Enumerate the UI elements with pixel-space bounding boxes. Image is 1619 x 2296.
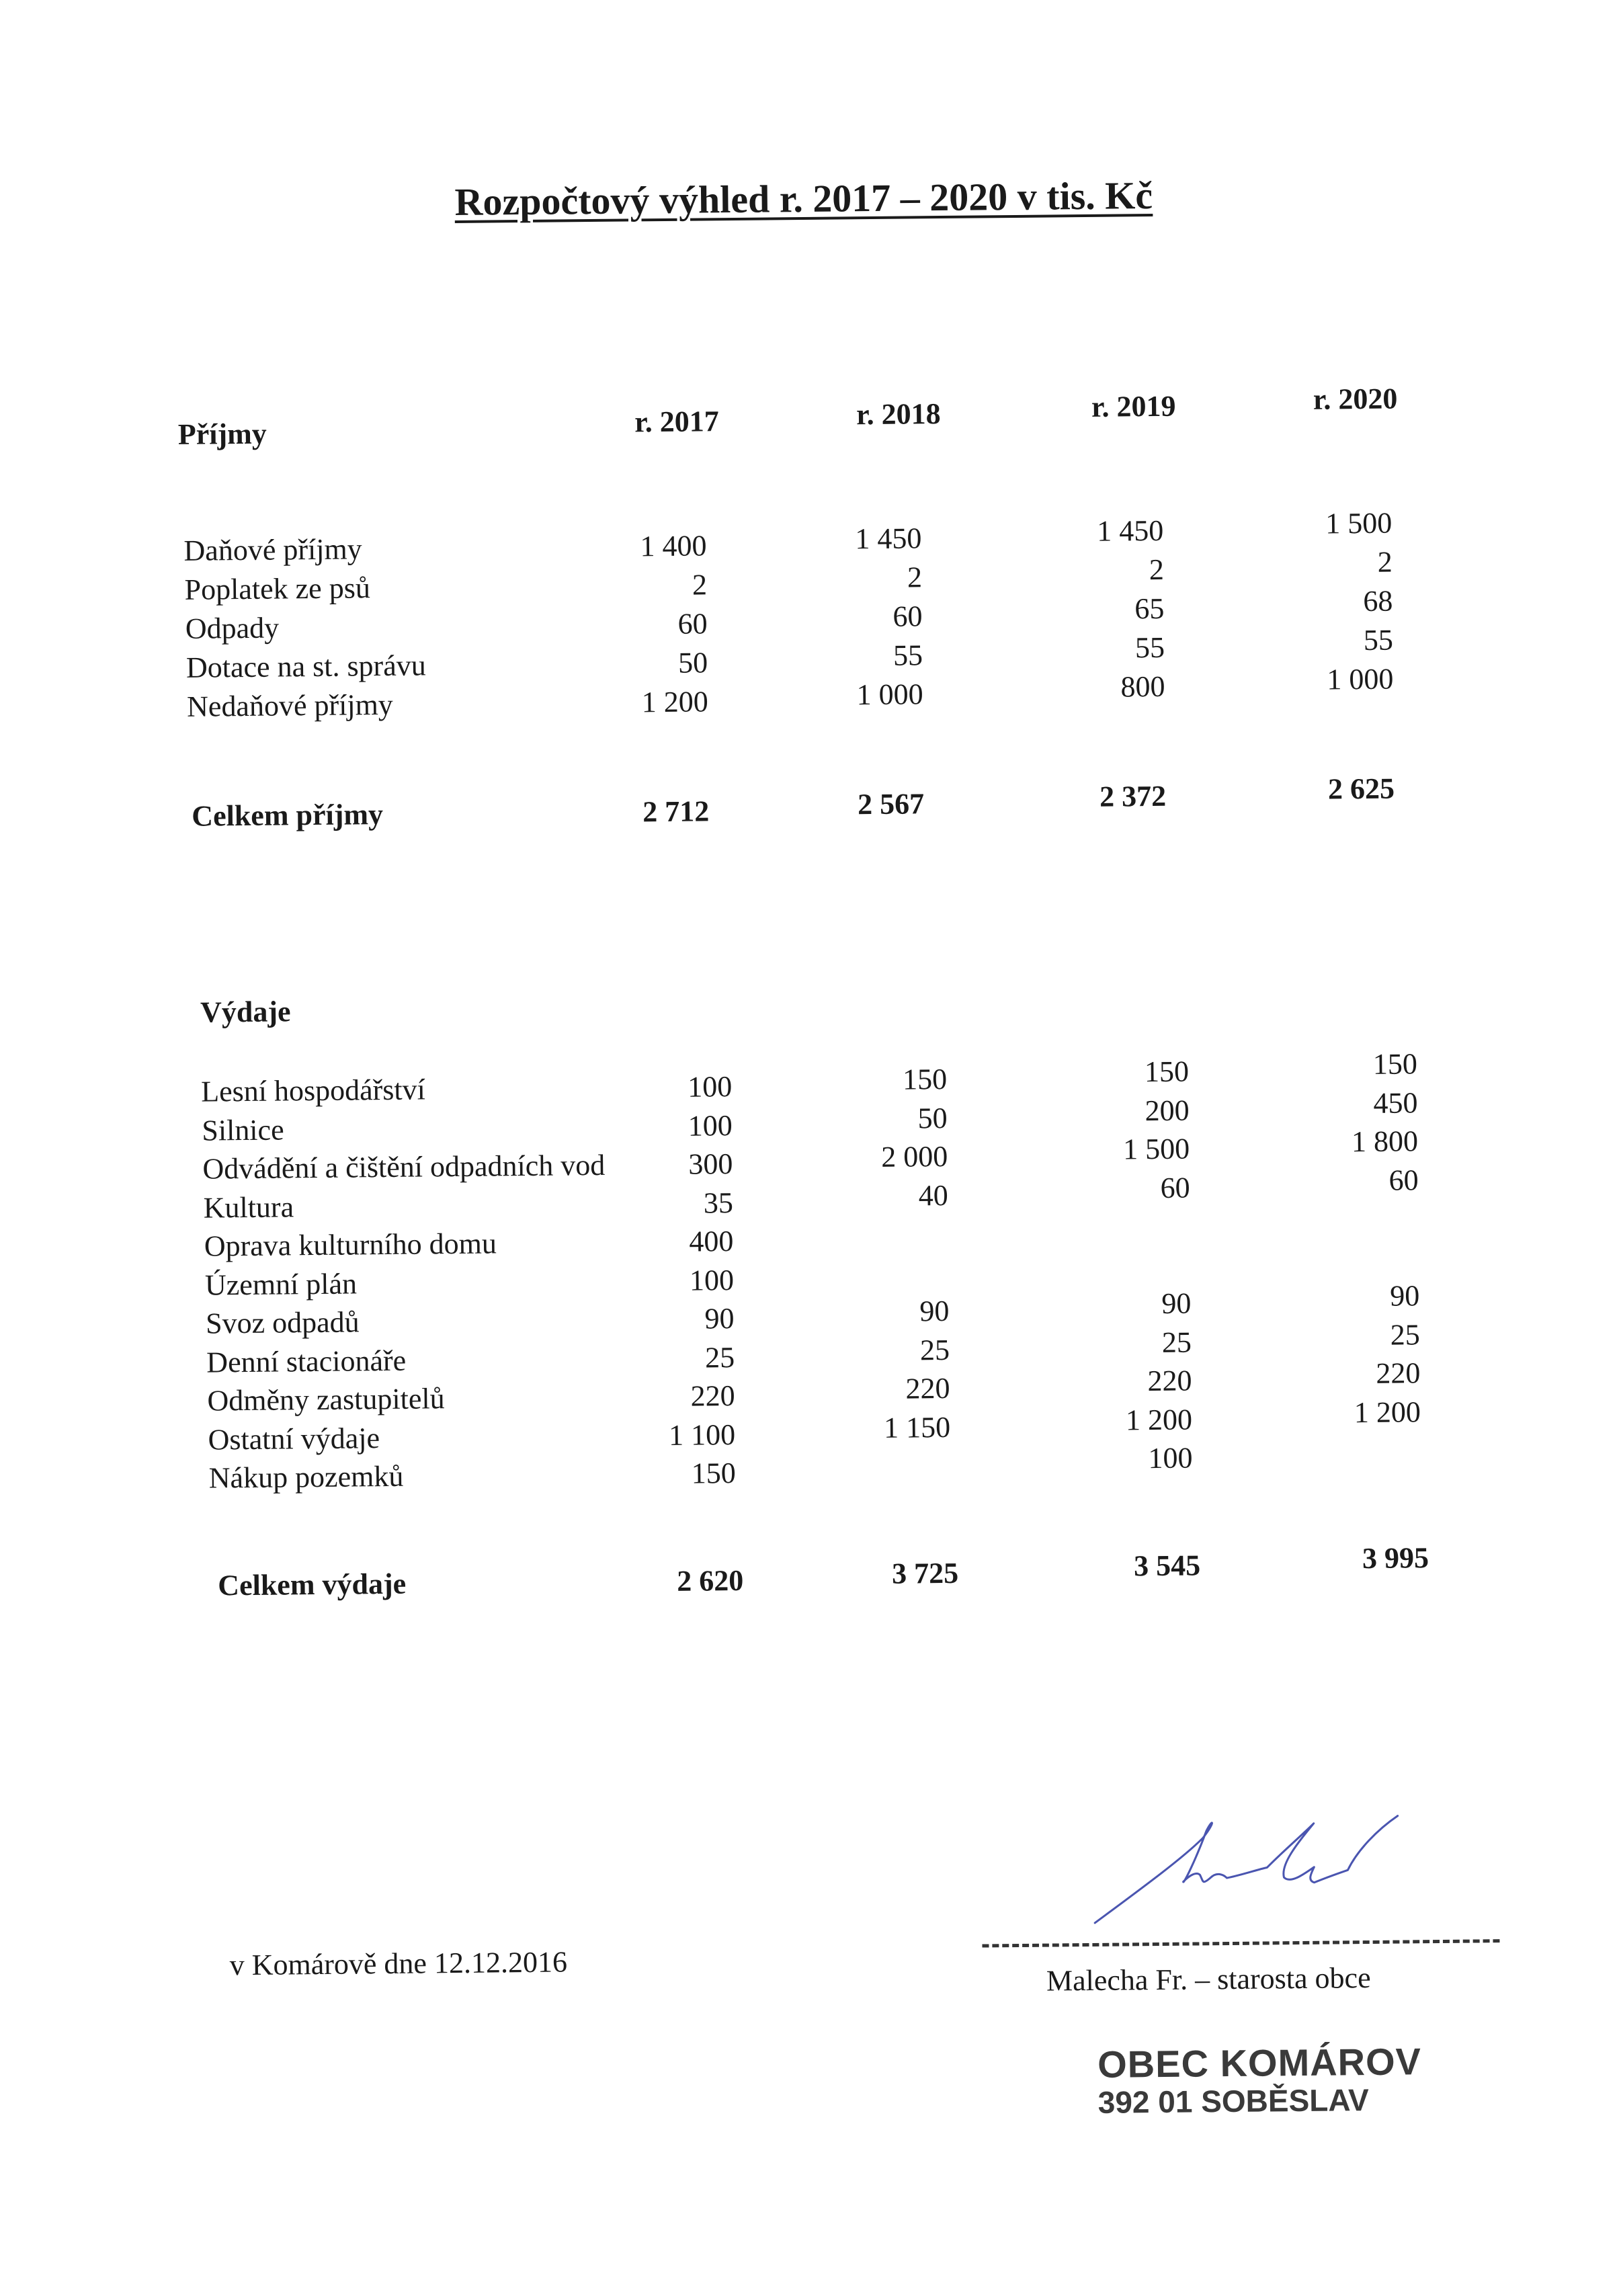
cell-value: 1 000 [1327, 662, 1394, 696]
cell-value: 50 [917, 1101, 948, 1135]
cell-value: 150 [1372, 1047, 1418, 1081]
row-label: Nákup pozemků [208, 1459, 404, 1495]
stamp-line-2: 392 01 SOBĚSLAV [1097, 2082, 1370, 2120]
cell-value: 60 [892, 600, 923, 633]
cell-value: 100 [689, 1263, 735, 1297]
cell-value: 1 450 [855, 522, 922, 556]
row-label: Silnice [202, 1112, 284, 1147]
cell-value: 90 [1389, 1279, 1420, 1313]
cell-value: 150 [1144, 1055, 1190, 1089]
cell-value: 55 [1134, 630, 1165, 665]
total-value: 3 995 [1362, 1541, 1429, 1575]
total-label: Celkem příjmy [192, 798, 384, 833]
cell-value: 90 [704, 1302, 735, 1336]
place-and-date: v Komárově dne 12.12.2016 [229, 1945, 568, 1982]
total-value: 2 372 [1099, 779, 1167, 813]
signatory-name: Malecha Fr. – starosta obce [1046, 1961, 1371, 1998]
total-value: 2 567 [857, 787, 925, 821]
cell-value: 1 200 [1354, 1395, 1421, 1429]
column-header-2018: r. 2018 [856, 397, 941, 432]
cell-value: 25 [1390, 1317, 1421, 1352]
cell-value: 55 [1363, 623, 1394, 657]
row-label: Denní stacionáře [206, 1344, 407, 1379]
cell-value: 1 800 [1351, 1124, 1419, 1159]
cell-value: 100 [687, 1070, 733, 1104]
total-row [0, 772, 1616, 839]
cell-value: 2 [1149, 552, 1165, 587]
municipality-stamp [1097, 2041, 1422, 2119]
cell-value: 100 [688, 1108, 733, 1143]
cell-value: 220 [1376, 1356, 1421, 1390]
total-label: Celkem výdaje [218, 1567, 407, 1602]
cell-value: 450 [1373, 1085, 1418, 1120]
row-label: Poplatek ze psů [184, 571, 371, 606]
cell-value: 50 [677, 646, 708, 680]
cell-value: 55 [892, 639, 923, 672]
cell-value: 1 500 [1325, 506, 1393, 540]
income-heading: Příjmy [177, 417, 267, 451]
row-label: Oprava kulturního domu [204, 1227, 497, 1263]
total-value: 2 625 [1327, 772, 1395, 806]
stamp-line-1: OBEC KOMÁROV [1097, 2040, 1422, 2086]
cell-value: 1 000 [856, 678, 923, 712]
row-label: Územní plán [204, 1266, 358, 1302]
column-header-2017: r. 2017 [634, 405, 719, 439]
cell-value: 25 [919, 1333, 950, 1366]
cell-value: 25 [704, 1340, 735, 1374]
row-label: Odměny zastupitelů [207, 1382, 445, 1418]
row-label: Daňové příjmy [183, 532, 362, 567]
total-value: 2 620 [677, 1563, 744, 1598]
cell-value: 220 [690, 1379, 735, 1413]
cell-value: 220 [1147, 1364, 1192, 1398]
total-value: 3 725 [891, 1556, 959, 1590]
cell-value: 200 [1145, 1094, 1190, 1127]
cell-value: 60 [677, 607, 708, 641]
cell-value: 150 [691, 1457, 736, 1490]
cell-value: 35 [703, 1186, 734, 1219]
cell-value: 800 [1120, 669, 1165, 704]
row-label: Odvádění a čištění odpadních vod [202, 1148, 606, 1186]
cell-value: 2 000 [880, 1139, 948, 1174]
column-header-2019: r. 2019 [1091, 389, 1176, 423]
cell-value: 2 [1377, 545, 1393, 579]
cell-value: 1 500 [1122, 1132, 1190, 1166]
cell-value: 25 [1161, 1325, 1192, 1359]
row-label: Nedaňové příjmy [186, 688, 394, 723]
total-row [4, 1541, 1619, 1609]
cell-value: 40 [918, 1178, 948, 1212]
row-label: Dotace na st. správu [185, 649, 426, 684]
cell-value: 68 [1363, 584, 1393, 618]
cell-value: 1 200 [1125, 1403, 1193, 1436]
row-label: Lesní hospodářství [200, 1073, 426, 1108]
cell-value: 300 [688, 1147, 733, 1181]
cell-value: 1 200 [641, 685, 708, 719]
signature [1082, 1809, 1433, 1940]
column-header-2020: r. 2020 [1313, 382, 1398, 416]
cell-value: 1 450 [1097, 514, 1164, 548]
total-value: 3 545 [1133, 1549, 1201, 1583]
cell-value: 90 [1161, 1286, 1192, 1320]
cell-value: 90 [919, 1294, 950, 1328]
cell-value: 1 150 [883, 1410, 951, 1444]
cell-value: 220 [905, 1371, 950, 1405]
row-label: Kultura [203, 1190, 294, 1225]
row-label: Svoz odpadů [205, 1305, 360, 1340]
cell-value: 2 [692, 568, 708, 602]
cell-value: 150 [902, 1062, 948, 1096]
row-label: Ostatní výdaje [208, 1421, 380, 1457]
signature-line [982, 1939, 1499, 1947]
total-value: 2 712 [642, 794, 710, 829]
cell-value: 100 [1148, 1441, 1193, 1475]
expenses-heading: Výdaje [200, 995, 291, 1029]
cell-value: 65 [1134, 591, 1165, 626]
cell-value: 60 [1388, 1163, 1419, 1197]
row-label: Odpady [185, 611, 280, 645]
cell-value: 1 100 [668, 1418, 736, 1452]
document-title: Rozpočtový výhled r. 2017 – 2020 v tis. Kč [454, 173, 1153, 224]
cell-value: 1 400 [640, 529, 707, 563]
cell-value: 60 [1160, 1171, 1190, 1204]
cell-value: 400 [689, 1225, 734, 1258]
cell-value: 2 [907, 561, 923, 594]
